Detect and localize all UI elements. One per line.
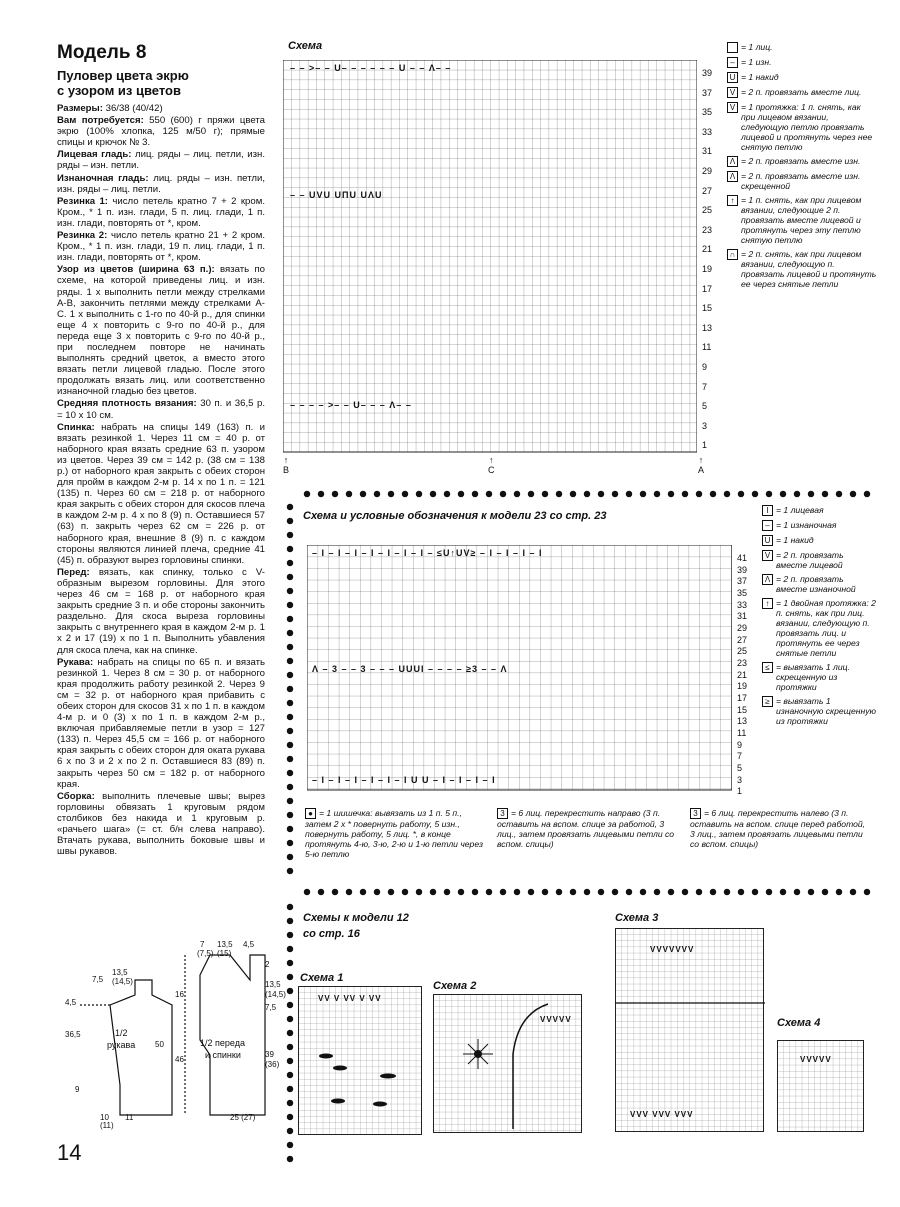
row-number: 21: [737, 669, 748, 680]
instruction-text: лиц. ряды – лиц. петли, изн. ряды – изн. петли.: [57, 149, 265, 172]
legend-text: = 2 п. снять, как при лицевом вязании, следующую п. провязать лицевой и протянуть ее через снятые петли: [741, 249, 877, 289]
row-number: 25: [702, 205, 713, 216]
scheme4-label: Схема 4: [777, 1017, 821, 1029]
legend-item: [762, 550, 877, 570]
row-number: 35: [702, 107, 713, 118]
row-number: 41: [737, 553, 748, 563]
instruction-label: Изнаночная гладь:: [57, 172, 149, 184]
legend-item: [727, 57, 877, 68]
legend-symbol-icon: V: [762, 550, 773, 561]
arrow-up-icon: ↑: [489, 455, 494, 465]
scheme3-label: Схема 3: [615, 912, 659, 924]
instruction-text: число петель кратно 21 + 2 кром. Кром., * 1 п. изн. глади, 19 п. лиц. глади, 1 п. изн. глади, повторять от *, кром.: [57, 230, 266, 264]
legend-text: = 1 изн.: [741, 57, 772, 67]
legend-item: [762, 696, 877, 726]
separator-dots-2: [300, 888, 875, 896]
body-label1: 1/2 переда: [200, 1038, 245, 1048]
legend-symbol-icon: V: [727, 87, 738, 98]
dimension-label: (14,5): [265, 990, 286, 999]
legend-symbol-icon: –: [727, 57, 738, 68]
note-text: = 6 лиц. перекрестить налево (3 п. оставить на вспом. спице перед работой, 3 лиц., затем провязать лицевыми петли со вспом. спицы): [690, 808, 866, 849]
row-number: 29: [737, 623, 748, 633]
model-subtitle-line1: Пуловер цвета экрю: [57, 68, 189, 83]
row-number: 11: [702, 342, 712, 353]
row-number: 1: [737, 786, 743, 797]
dimension-label: 25 (27): [230, 1113, 256, 1122]
instruction-label: Размеры:: [57, 103, 103, 114]
dimension-label: (14,5): [112, 977, 133, 986]
schema1-symbols-mid: – – UVU UΠU UΛU: [290, 190, 383, 200]
instruction-label: Сборка:: [57, 790, 95, 802]
row-number: 27: [737, 634, 748, 645]
legend-text: = 1 накид: [776, 535, 814, 545]
legend-text: = 2 п. провязать вместе изнаночной: [776, 574, 856, 594]
instruction-paragraph: [57, 196, 265, 229]
schema2-symbols-low: – I – I – I – I – I – I U U – I – I – I – I: [312, 775, 496, 785]
arrow-marker: [698, 455, 704, 475]
row-number: 13: [737, 716, 748, 727]
legend-symbol-icon: V: [727, 102, 738, 113]
row-number: 33: [702, 126, 713, 137]
legend-item: [762, 662, 877, 692]
instruction-text: выполнить плечевые швы; вырез горловины обвязать 1 круговым рядом столбиков без накида и 1 круговым р. «рачьего шага» (= ст. б/н слева направо). Втачать рукава, выполнить боковые швы и швы рукавов.: [57, 790, 265, 858]
instruction-label: Резинка 2:: [57, 230, 108, 242]
note-cross-left: [690, 808, 870, 849]
schema2-title: Схема и условные обозначения к модели 23 со стр. 23: [303, 510, 607, 522]
row-number: 37: [702, 87, 713, 98]
dimension-label: (7,5): [197, 949, 214, 958]
legend-item: [762, 505, 877, 516]
instruction-paragraph: [57, 398, 265, 420]
row-number: 25: [737, 646, 748, 657]
schema2-row-numbers: [735, 545, 755, 795]
legend-symbol-icon: ↑: [762, 598, 773, 609]
arrow-marker: [283, 455, 289, 475]
dimension-label: 46: [175, 1055, 184, 1064]
legend-text: = 1 лицевая: [776, 505, 824, 515]
row-number: 7: [702, 381, 708, 392]
dimension-label: 10: [100, 1113, 109, 1122]
legend-item: [762, 598, 877, 658]
note-symbol-icon: ●: [305, 808, 316, 819]
legend2: [762, 505, 877, 730]
legend-item: [762, 520, 877, 531]
models12-title2: со стр. 16: [303, 928, 360, 940]
dimension-label: 13,5: [217, 940, 233, 949]
legend-symbol-icon: –: [762, 520, 773, 531]
dimension-label: 4,5: [65, 998, 77, 1007]
instruction-label: Лицевая гладь:: [57, 149, 132, 161]
instruction-text: вязать, как спинку, только с V-образным вырезом горловины. Для этого через 46 см = 168 р. от наборного края закрыть средние 3 п. и обе стороны закончить раздельно. Для скоса выреза горловины закрыть с внутреннего края в каждом 2-м р. 1 х 2 и 17 (19) х по 1 п. Выполнить убавления для скоса плеча, как на спинке.: [57, 566, 265, 656]
row-number: 33: [737, 599, 748, 610]
instruction-label: Узор из цветов (ширина 63 п.):: [57, 264, 215, 276]
schema2-symbols-top: – I – I – I – I – I – I – I – ≤U↑UV≥ – I – I – I – I: [312, 548, 543, 558]
legend-text: = 2 п. провязать вместе лиц.: [741, 87, 862, 97]
legend-text: = 1 п. снять, как при лицевом вязании, следующие 2 п. провязать вместе лицевой и протянуть через эту петлю снятую петлю: [741, 195, 862, 245]
instruction-text: вязать по схеме, на которой приведены лиц. и изн. ряды. 1 х выполнить петли между стрелками А-В, закончить петлями между стрелками А-С. 1 х выполнить с 1-го по 40-й р., для спинки еще 4 х повторить с 9-го по 40-й р., для переда еще 3 х повторить с 9-го по 40-й р., при последнем повторе не начинать выполнять средний цветок, а вместо этого вязать петли лицевой гладью. После этого продолжать вязать лиц. или соответственно изнаночной гладью без цветов.: [57, 264, 265, 398]
row-number: 39: [702, 68, 713, 78]
schema1-arrows: [283, 455, 713, 485]
instruction-paragraph: [57, 173, 265, 195]
legend-item: [727, 249, 877, 289]
instruction-paragraph: [57, 103, 265, 114]
legend-symbol-icon: ≤: [762, 662, 773, 673]
diagram-dimensions: [60, 935, 286, 1130]
body-label2: и спинки: [205, 1050, 241, 1060]
schema1-title: Схема: [288, 40, 323, 52]
row-number: 19: [702, 264, 713, 274]
row-number: 15: [702, 303, 713, 314]
row-number: 15: [737, 704, 748, 715]
row-number: 19: [737, 681, 748, 692]
instruction-label: Спинка:: [57, 421, 95, 433]
scheme4-symbols: VVVVV: [800, 1055, 832, 1064]
legend-item: [727, 102, 877, 152]
model-subtitle-line2: с узором из цветов: [57, 83, 181, 98]
row-number: 27: [702, 185, 713, 196]
scheme3-symbols-low: VVV VVV VVV: [630, 1110, 694, 1119]
scheme1-grid: [298, 986, 423, 1136]
row-number: 1: [702, 440, 708, 451]
separator-dots-col-2: [286, 900, 294, 1165]
legend-text: = 1 лиц.: [741, 42, 773, 52]
legend-text: = вывязать 1 изнаночную скрещенную из протяжки: [776, 696, 876, 726]
row-number: 29: [702, 166, 713, 176]
legend-symbol-icon: ≥: [762, 696, 773, 707]
legend-symbol-icon: U: [727, 72, 738, 83]
instruction-paragraph: [57, 149, 265, 171]
legend-text: = 1 накид: [741, 72, 779, 82]
dimension-label: 7,5: [265, 1003, 277, 1012]
instruction-text: лиц. ряды – изн. петли, изн. ряды – лиц. петли.: [57, 172, 265, 195]
sleeve-label1: 1/2: [115, 1028, 128, 1038]
arrow-label: C: [488, 465, 495, 475]
legend-item: [727, 156, 877, 167]
row-number: 35: [737, 588, 748, 598]
note-symbol-icon: 3: [690, 808, 701, 819]
row-number: 21: [702, 244, 713, 255]
row-number: 7: [737, 751, 743, 762]
instruction-label: Рукава:: [57, 656, 94, 668]
note-cross-right: [497, 808, 682, 849]
model-title: Модель 8: [57, 42, 147, 63]
scheme1-label: Схема 1: [300, 972, 344, 984]
row-number: 39: [737, 564, 748, 575]
page-number: 14: [57, 1140, 82, 1165]
dimension-label: 50: [155, 1040, 164, 1049]
note-symbol-icon: 3: [497, 808, 508, 819]
instruction-text: 550 (600) г пряжи цвета экрю (100% хлопка, 125 м/50 г); прямые спицы и крючок № 3.: [57, 115, 265, 149]
instruction-text: 36/38 (40/42): [102, 103, 163, 114]
dimension-label: 36,5: [65, 1030, 81, 1039]
instruction-paragraph: [57, 657, 265, 790]
instruction-paragraph: [57, 115, 265, 148]
sleeve-label2: рукава: [107, 1040, 136, 1050]
scheme4-grid: [777, 1040, 865, 1133]
row-number: 17: [737, 693, 748, 703]
dimension-label: 7,5: [92, 975, 104, 984]
dimension-label: 2: [265, 960, 270, 969]
instruction-text: число петель кратно 7 + 2 кром. Кром., * 1 п. изн. глади, 5 п. лиц. глади, 1 п. изн. глади, повторять от *, кром.: [57, 195, 265, 229]
schema1-symbols-top: – – >– – U– – – – – – U – – Λ– –: [290, 63, 452, 73]
arrow-label: B: [283, 465, 290, 475]
row-number: 11: [737, 728, 747, 738]
legend-symbol-icon: U: [762, 535, 773, 546]
legend-item: [762, 535, 877, 546]
scheme3-grid: [615, 928, 765, 1133]
dimension-label: 16: [175, 990, 184, 999]
row-number: 5: [702, 401, 708, 412]
dimension-label: 13,5: [265, 980, 281, 989]
row-number: 9: [737, 739, 743, 750]
instruction-text: 30 п. и 36,5 р. = 10 х 10 см.: [57, 398, 265, 421]
legend-text: = 1 двойная протяжка: 2 п. снять, как при лиц. вязании, следующую п. провязать лиц. и протянуть ее через снятые петли: [776, 598, 876, 658]
scheme2-label: Схема 2: [433, 980, 477, 992]
row-number: 23: [702, 224, 713, 235]
legend-text: = 2 п. провязать вместе изн.: [741, 156, 861, 166]
legend1: [727, 42, 877, 293]
row-number: 23: [737, 658, 748, 668]
instruction-label: Средняя плотность вязания:: [57, 398, 197, 410]
legend-item: [727, 87, 877, 98]
schema1-row-numbers: [700, 60, 720, 460]
separator-dots-1: [300, 490, 875, 498]
row-number: 37: [737, 576, 748, 587]
legend-symbol-icon: I: [762, 505, 773, 516]
separator-dots-col-1: [286, 500, 294, 880]
dimension-label: 7: [200, 940, 205, 949]
legend-symbol-icon: ∩: [727, 249, 738, 260]
dimension-label: 39: [265, 1050, 274, 1059]
legend-item: [762, 574, 877, 594]
instruction-label: Вам потребуется:: [57, 115, 144, 127]
arrow-up-icon: ↑: [283, 455, 289, 465]
legend-text: = 2 п. провязать вместе лицевой: [776, 550, 844, 570]
legend-item: [727, 195, 877, 245]
legend-item: [727, 171, 877, 191]
row-number: 31: [702, 146, 713, 157]
instruction-text: набрать на спицы 149 (163) п. и вязать резинкой 1. Через 11 см = 40 р. от наборного края вязать средние 63 п. узором из цветов. Через 39 см = 142 р. (38 см = 138 р.) от наборного края закрыть с обеих сторон для пройм в каждом 2-м р. 14 х по 1 п. = 121 (135) п. Через 60 см = 218 р. от наборного края закрыть с обеих сторон для скосов плеча в каждом 2-м р. 4 х по 8 (9) п. Оставшиеся 57 (63) п. закрыть через 62 см = 226 р. от наборного края, внешние 8 (9) п. с каждом стороны являются линией плеча, средние 41 (45) п. образуют вырез горловины спинки.: [57, 421, 265, 566]
scheme3-symbols-top: VVVVVVV: [650, 945, 695, 954]
dimension-label: 4,5: [243, 940, 255, 949]
dimension-label: (15): [217, 949, 232, 958]
legend-symbol-icon: Λ: [727, 156, 738, 167]
arrow-marker: [488, 455, 495, 475]
legend-symbol-icon: Λ: [727, 171, 738, 182]
instruction-paragraph: [57, 264, 265, 397]
row-number: 5: [737, 763, 743, 773]
row-number: 31: [737, 611, 748, 622]
instruction-paragraph: [57, 567, 265, 656]
row-number: 13: [702, 322, 713, 333]
dimension-label: (11): [100, 1121, 114, 1130]
arrow-up-icon: ↑: [698, 455, 704, 465]
legend-text: = 2 п. провязать вместе изн. скрещенной: [741, 171, 861, 191]
row-number: 3: [702, 420, 708, 431]
scheme2-symbols: VVVVV: [540, 1015, 572, 1024]
row-number: 17: [702, 283, 713, 294]
schema1-symbols-low: – – – – >– – U– – – Λ– –: [290, 400, 412, 410]
note-text: = 1 шишечка: вывязать из 1 п. 5 п., затем 2 х * повернуть работу, 5 изн., повернуть работу, 5 лиц. *, в конце протянуть 4-ю, 3-ю, 2-ю и 1-ю петли через 5-ю петлю: [305, 808, 484, 859]
row-number: 3: [737, 774, 743, 785]
dimension-label: (36): [265, 1060, 280, 1069]
instruction-label: Перед:: [57, 566, 90, 578]
instruction-paragraph: [57, 791, 265, 858]
instruction-text: набрать на спицы по 65 п. и вязать резинкой 1. Через 8 см = 30 р. от наборного края продолжить работу резинкой 2. Через 9 см = 32 р. от наборного края прибавить с обеих сторон для скосов 31 х по 1 п. в каждом 4-м р. и 0 (3) х по 1 п. в каждом 2-м р., включая прибавляемые петли в узор = 127 (133) п. Через 45,5 см = 166 р. от наборного края закрыть с обеих сторон для оката рукава 6 х по 3 и 2 х по 2 п. Оставшиеся 83 (89) п. закрыть через 50 см = 182 р. от наборного края.: [57, 656, 265, 790]
legend-text: = вывязать 1 лиц. скрещенную из протяжки: [776, 662, 850, 692]
models12-title1: Схемы к модели 12: [303, 912, 409, 924]
arrow-label: A: [698, 465, 705, 475]
legend-item: [727, 42, 877, 53]
legend-text: = 1 изнаночная: [776, 520, 837, 530]
instruction-label: Резинка 1:: [57, 195, 108, 207]
dimension-label: 13,5: [112, 968, 128, 977]
note-bobble: [305, 808, 485, 859]
scheme1-symbols: VV V VV V VV: [318, 994, 382, 1003]
legend-symbol-icon: [727, 42, 738, 53]
legend-symbol-icon: ↑: [727, 195, 738, 206]
schema2-symbols-mid: Λ – 3 – – 3 – – – UUUI – – – – ≥3 – – Λ: [312, 664, 508, 674]
dimension-label: 9: [75, 1085, 80, 1094]
legend-item: [727, 72, 877, 83]
instruction-paragraph: [57, 422, 265, 566]
instructions: [57, 103, 265, 858]
row-number: 9: [702, 362, 708, 372]
note-text: = 6 лиц. перекрестить направо (3 п. оставить на вспом. спице за работой, 3 лиц., затем провязать лицевыми петли со вспом. спицы): [497, 808, 675, 849]
dimension-label: 11: [125, 1113, 134, 1122]
instruction-paragraph: [57, 230, 265, 263]
legend-text: = 1 протяжка: 1 п. снять, как при лицевом вязании, следующую петлю провязать лицевой и протянуть через нее снятую петлю: [741, 102, 873, 152]
legend-symbol-icon: Λ: [762, 574, 773, 585]
